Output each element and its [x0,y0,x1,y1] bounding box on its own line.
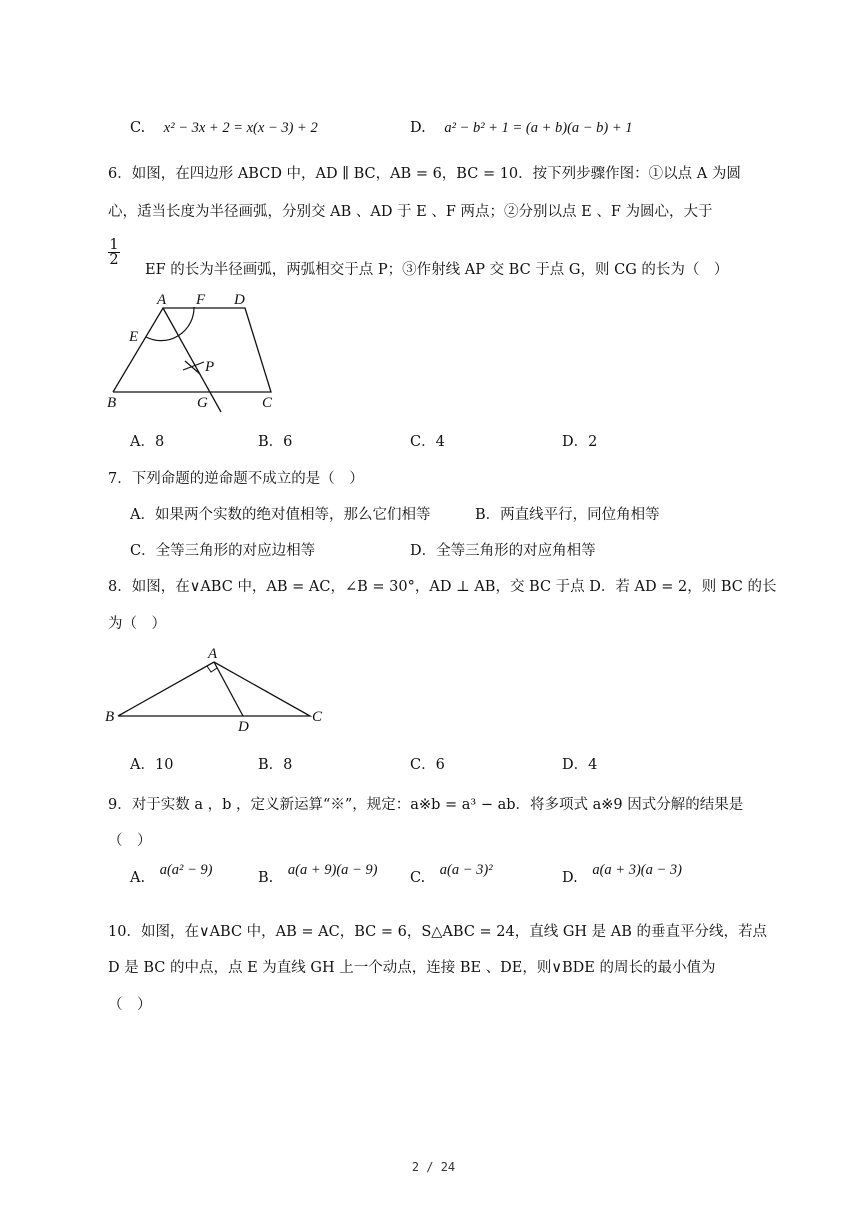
q8-figure [100,640,340,740]
q6-label-a: A [157,292,167,308]
q6-fraction-numerator: 1 [109,237,119,253]
q9-option-a-expr: a(a² − 9) [159,862,213,878]
q9-option-a [130,862,213,887]
q6-stem-line3: EF 的长为半径画弧，两弧相交于点 P；③作射线 AP 交 BC 于点 G，则 CG 的长为（ ） [145,262,729,278]
q6-label-c: C [262,395,273,411]
q6-stem-line1: 6．如图，在四边形 ABCD 中，AD ∥ BC，AB = 6，BC = 10．按下列步骤作图：①以点 A 为圆 [108,166,741,182]
q7-option-d: D．全等三角形的对应角相等 [410,543,596,559]
q8-label-c: C [312,709,323,725]
q8-option-c: C．6 [410,757,445,773]
q9-option-a-letter: A. [130,870,146,886]
q9-option-c [410,862,493,887]
page-number: 2 / 24 [411,1160,456,1174]
q7-stem: 7．下列命题的逆命题不成立的是（ ） [108,471,364,487]
q6-fraction [108,238,120,267]
q8-label-b: B [105,709,115,725]
q10-stem-line2: D 是 BC 的中点，点 E 为直线 GH 上一个动点，连接 BE 、DE，则∨BDE 的周长的最小值为 [108,960,716,976]
q9-stem-line2: （ ） [108,833,152,849]
q5-option-c-letter: C. [130,120,146,136]
q9-option-d [562,862,682,887]
q6-fraction-denominator: 2 [109,252,119,268]
q8-option-a: A．10 [130,757,174,773]
q9-option-b-expr: a(a + 9)(a − 9) [287,862,378,878]
q7-option-a: A．如果两个实数的绝对值相等，那么它们相等 [130,507,431,523]
q9-option-d-letter: D. [562,870,578,886]
q8-stem-line1: 8．如图，在∨ABC 中，AB = AC，∠B = 30°，AD ⊥ AB，交 BC 于点 D．若 AD = 2，则 BC 的长 [108,579,777,595]
q6-stem-line2: 心，适当长度为半径画弧，分别交 AB 、AD 于 E 、F 两点；②分别以点 E 、F 为圆心，大于 [108,204,713,220]
q5-option-c [130,120,318,137]
q6-figure [100,288,300,418]
q6-label-g: G [197,395,208,411]
q5-option-d-letter: D. [410,120,426,136]
q6-option-a: A．8 [130,434,165,450]
q6-option-b: B．6 [258,434,293,450]
q6-option-c: C．4 [410,434,445,450]
q5-option-c-expr: x² − 3x + 2 = x(x − 3) + 2 [163,120,318,136]
q6-label-f: F [196,292,206,308]
q8-label-a: A [208,646,218,662]
q9-option-c-letter: C. [410,870,426,886]
q9-option-c-expr: a(a − 3)² [439,862,493,878]
q8-option-b: B．8 [258,757,293,773]
q7-option-b: B．两直线平行，同位角相等 [475,507,660,523]
q10-stem-line1: 10．如图，在∨ABC 中，AB = AC，BC = 6，S△ABC = 24，直线 GH 是 AB 的垂直平分线，若点 [108,924,768,940]
q6-label-e: E [129,329,139,345]
q6-trapezoid [113,308,271,392]
q8-option-d: D．4 [562,757,598,773]
q6-option-d: D．2 [562,434,598,450]
q8-right-angle-mark [207,666,217,672]
q9-stem-line1: 9．对于实数 a ，b ，定义新运算“※”，规定：a※b = a³ − ab．将多项式 a※9 因式分解的结果是 [108,797,744,813]
q5-option-d-expr: a² − b² + 1 = (a + b)(a − b) + 1 [444,120,633,136]
q9-option-b [258,862,378,887]
q6-arc-p2 [185,361,200,374]
q8-stem-line2: 为（ ） [108,616,166,632]
q6-label-d: D [234,292,245,308]
q5-option-d [410,120,633,137]
q6-label-b: B [107,395,117,411]
q8-label-d: D [238,719,249,735]
q10-stem-line3: （ ） [108,997,152,1013]
q9-option-b-letter: B. [258,870,274,886]
q7-option-c: C．全等三角形的对应边相等 [130,543,316,559]
q9-option-d-expr: a(a + 3)(a − 3) [592,862,682,878]
q6-label-p: P [205,359,215,375]
